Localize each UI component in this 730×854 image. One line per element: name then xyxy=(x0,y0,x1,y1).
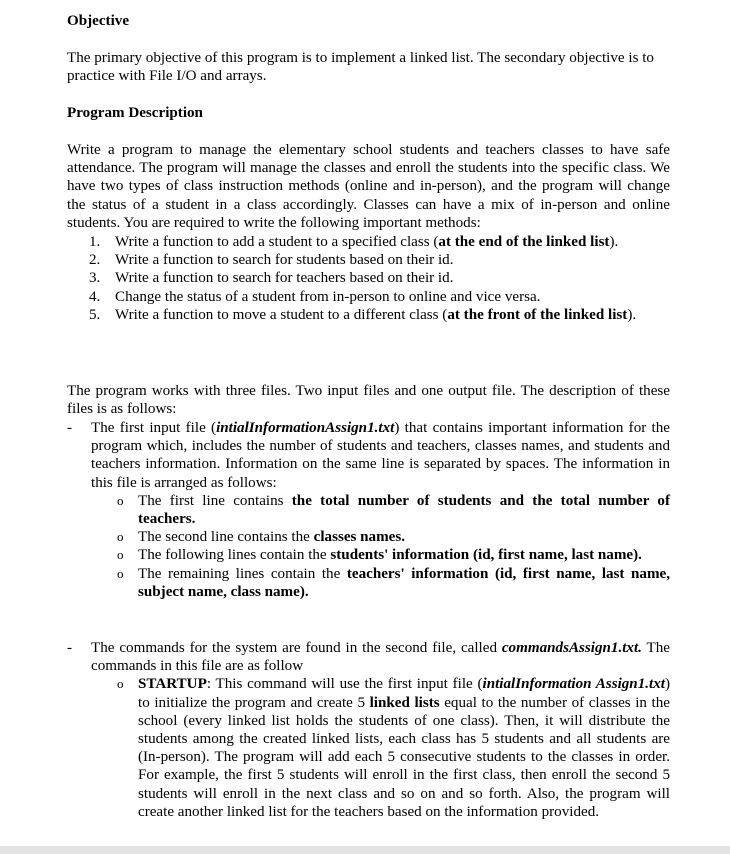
files-intro: The program works with three files. Two input files and one output file. The description of these files is as follows: xyxy=(67,383,670,418)
dash-bullet: - xyxy=(67,640,73,656)
method-item: 4. Change the status of a student from in-person to online and vice versa. xyxy=(89,288,541,305)
program-description-intro: Write a program to manage the elementary school students and teachers classes to have safe attendance. The program will manage the classes and enroll the students into the specific class. We have two types of class instruction methods (online and in-person), and the program will change the status of a student in a class accordingly. Classes can have a mix of in-person and online students. You are required to write the following important methods: xyxy=(67,142,670,231)
list-number: 5. xyxy=(89,306,101,323)
circle-bullet-icon: o xyxy=(117,547,124,563)
command-item: o STARTUP: This command will use the first input file (intialInformation Assign1.txt) to initialize the program and create 5 linked lists equal to the number of classes in the school (every linked list holds the students of one class). Then, it will distribute the students among the created linked lists, each class has 5 students and all students are (In-person). The program will add each 5 consecutive students to the classes in order. For example, the first 5 students will enroll in the first class, then enroll the second 5 students will enroll in the next class and so on and so forth. Also, the program will create another linked list for the teachers based on the information provided. xyxy=(117,676,670,820)
circle-bullet-icon: o xyxy=(117,492,124,508)
first-file-item xyxy=(67,419,671,601)
input-filename: intialInformationAssign1.txt xyxy=(216,420,395,436)
method-item: 1. Write a function to add a student to a specified class (at the end of the linked list). xyxy=(89,234,619,250)
circle-bullet-icon: o xyxy=(117,676,124,692)
circle-bullet-icon: o xyxy=(117,529,124,545)
list-number: 4. xyxy=(89,288,101,305)
circle-bullet-icon: o xyxy=(117,565,124,581)
program-description-heading: Program Description xyxy=(67,105,203,121)
list-number: 2. xyxy=(89,252,101,269)
document-page xyxy=(67,0,670,846)
methods-list xyxy=(89,233,659,324)
objective-heading: Objective xyxy=(67,13,130,29)
file-structure-item: o The second line contains the classes names. xyxy=(117,529,406,546)
file-structure-list xyxy=(91,492,670,601)
second-file-item xyxy=(67,639,670,821)
second-file-description: The commands for the system are found in the second file, called commandsAssign1.txt. The commands in this file are as follow xyxy=(91,640,670,675)
method-item: 5. Write a function to move a student to a different class (at the front of the linked list). xyxy=(89,306,637,323)
command-name: STARTUP xyxy=(138,676,207,693)
file-structure-item: o The remaining lines contain the teachers' information (id, first name, last name, subject name, class name). xyxy=(117,565,671,600)
commands-filename: commandsAssign1.txt. xyxy=(501,640,642,656)
objective-text: The primary objective of this program is to implement a linked list. The secondary objective is to practice with File I/O and arrays. xyxy=(67,50,654,85)
page-bottom-scrollbar-strip xyxy=(0,846,730,854)
method-item: 2. Write a function to search for students based on their id. xyxy=(89,252,454,269)
method-item: 3. Write a function to search for teachers based on their id. xyxy=(89,270,454,287)
first-file-description: The first input file (intialInformationAssign1.txt) that contains important information for the program which, includes the number of students and teachers, classes names, and students and teachers information. Information on the same line is separated by spaces. The information in this file is arranged as follows: xyxy=(91,420,670,491)
file-structure-item: o The first line contains the total number of students and the total number of teachers. xyxy=(117,492,671,528)
commands-list xyxy=(91,675,670,821)
dash-bullet: - xyxy=(67,420,73,436)
list-number: 3. xyxy=(89,270,101,287)
list-number: 1. xyxy=(89,234,101,250)
file-structure-item: o The following lines contain the students' information (id, first name, last name). xyxy=(117,547,642,564)
